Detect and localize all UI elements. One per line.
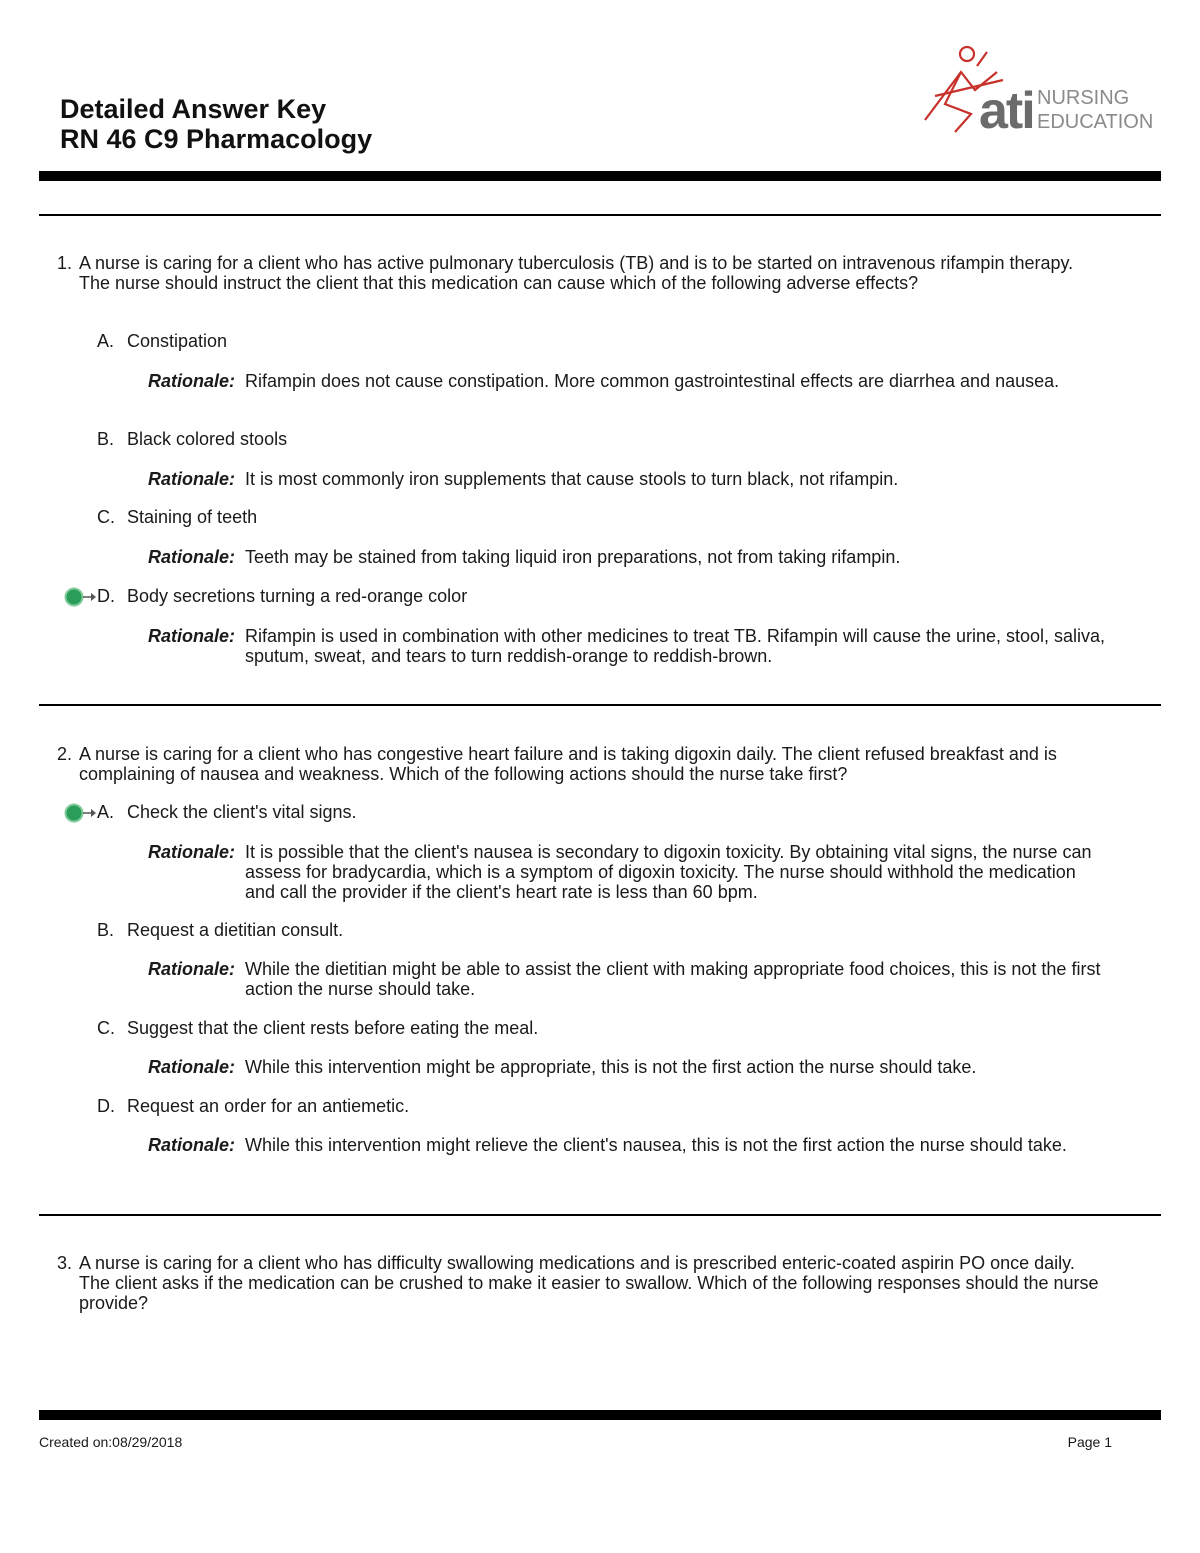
option-text: Check the client's vital signs. (127, 802, 357, 822)
option-letter: A. (97, 802, 115, 822)
option-letter: B. (97, 429, 115, 449)
question-3-stem (57, 1253, 1102, 1313)
rationale-label: Rationale: (148, 1057, 236, 1077)
ati-logo (915, 42, 1154, 140)
option-text: Constipation (127, 331, 228, 351)
question-2-stem (57, 744, 1102, 784)
rationale-text: While this intervention might relieve the client's nausea, this is not the first action the nurse should take. (245, 1135, 1067, 1155)
question-1-stem (57, 253, 1102, 293)
q2-rationale-d (148, 1135, 1108, 1155)
rationale-label: Rationale: (148, 371, 236, 391)
created-date: Created on:08/29/2018 (39, 1434, 183, 1450)
question-text: A nurse is caring for a client who has active pulmonary tuberculosis (TB) and is to be started on intravenous rifampin therapy. The nurse should instruct the client that this medication can cause which of the following adverse effects? (79, 253, 1074, 293)
rationale-label: Rationale: (148, 626, 236, 646)
question-number: 1. (57, 253, 73, 273)
option-text: Staining of teeth (127, 507, 258, 527)
rationale-text: Teeth may be stained from taking liquid iron preparations, not from taking rifampin. (245, 547, 901, 567)
option-letter: D. (97, 1096, 115, 1116)
rationale-label: Rationale: (148, 469, 236, 489)
q2-rationale-b (148, 959, 1108, 999)
section-divider (39, 214, 1161, 216)
q1-rationale-b (148, 469, 1108, 489)
option-text: Black colored stools (127, 429, 288, 449)
correct-answer-marker-icon (64, 586, 92, 606)
q1-rationale-d (148, 626, 1108, 666)
rationale-label: Rationale: (148, 842, 236, 862)
rationale-text: While this intervention might be appropriate, this is not the first action the nurse should take. (245, 1057, 977, 1077)
rationale-text: While the dietitian might be able to assist the client with making appropriate food choices, this is not the first action the nurse should take. (245, 959, 1101, 999)
rationale-text: It is most commonly iron supplements that cause stools to turn black, not rifampin. (245, 469, 899, 489)
q1-option-c[interactable] (97, 507, 257, 527)
q2-option-a[interactable] (97, 802, 357, 822)
q2-option-d[interactable] (97, 1096, 409, 1116)
option-text: Suggest that the client rests before eating the meal. (127, 1018, 539, 1038)
option-letter: A. (97, 331, 115, 351)
document-subtitle: RN 46 C9 Pharmacology (60, 124, 373, 154)
q1-option-a[interactable] (97, 331, 227, 351)
q1-option-d[interactable] (97, 586, 467, 606)
rationale-text: Rifampin does not cause constipation. More common gastrointestinal effects are diarrhea and nausea. (245, 371, 1060, 391)
q1-option-b[interactable] (97, 429, 287, 449)
logo-line2: EDUCATION (1037, 111, 1154, 133)
q2-rationale-a (148, 842, 1108, 902)
q1-rationale-c (148, 547, 1108, 567)
option-letter: D. (97, 586, 115, 606)
question-number: 3. (57, 1253, 73, 1273)
option-text: Request a dietitian consult. (127, 920, 344, 940)
rationale-text: Rifampin is used in combination with other medicines to treat TB. Rifampin will cause the urine, stool, saliva, sputum, sweat, and tears to turn reddish-orange to reddish-brown. (245, 626, 1106, 666)
option-letter: C. (97, 1018, 115, 1038)
rationale-label: Rationale: (148, 1135, 236, 1155)
q1-rationale-a (148, 371, 1108, 391)
q2-option-b[interactable] (97, 920, 343, 940)
footer-divider (39, 1410, 1161, 1420)
logo-brand: ati (979, 82, 1034, 140)
rationale-text: It is possible that the client's nausea is secondary to digoxin toxicity. By obtaining vital signs, the nurse can assess for bradycardia, which is a symptom of digoxin toxicity. The nurse should withhold the medication and call the provider if the client's heart rate is less than 60 bpm. (245, 842, 1092, 902)
header-divider (39, 171, 1161, 181)
question-text: A nurse is caring for a client who has congestive heart failure and is taking digoxin daily. The client refused breakfast and is complaining of nausea and weakness. Which of the following actions should the nurse take first? (79, 744, 1057, 784)
option-text: Body secretions turning a red-orange color (127, 586, 468, 606)
rationale-label: Rationale: (148, 959, 236, 979)
correct-answer-marker-icon (64, 802, 92, 822)
page-number: Page 1 (1067, 1434, 1112, 1450)
ati-logo-icon (915, 42, 1154, 140)
question-number: 2. (57, 744, 73, 764)
question-divider (39, 704, 1161, 706)
q2-rationale-c (148, 1057, 1108, 1077)
option-letter: B. (97, 920, 115, 940)
question-divider (39, 1214, 1161, 1216)
question-text: A nurse is caring for a client who has difficulty swallowing medications and is prescribed enteric-coated aspirin PO once daily. The client asks if the medication can be crushed to make it easier to swallow. Which of the following responses should the nurse provide? (79, 1253, 1099, 1313)
option-text: Request an order for an antiemetic. (127, 1096, 410, 1116)
logo-line1: NURSING (1037, 87, 1130, 109)
option-letter: C. (97, 507, 115, 527)
rationale-label: Rationale: (148, 547, 236, 567)
q2-option-c[interactable] (97, 1018, 538, 1038)
document-title: Detailed Answer Key (60, 94, 327, 124)
